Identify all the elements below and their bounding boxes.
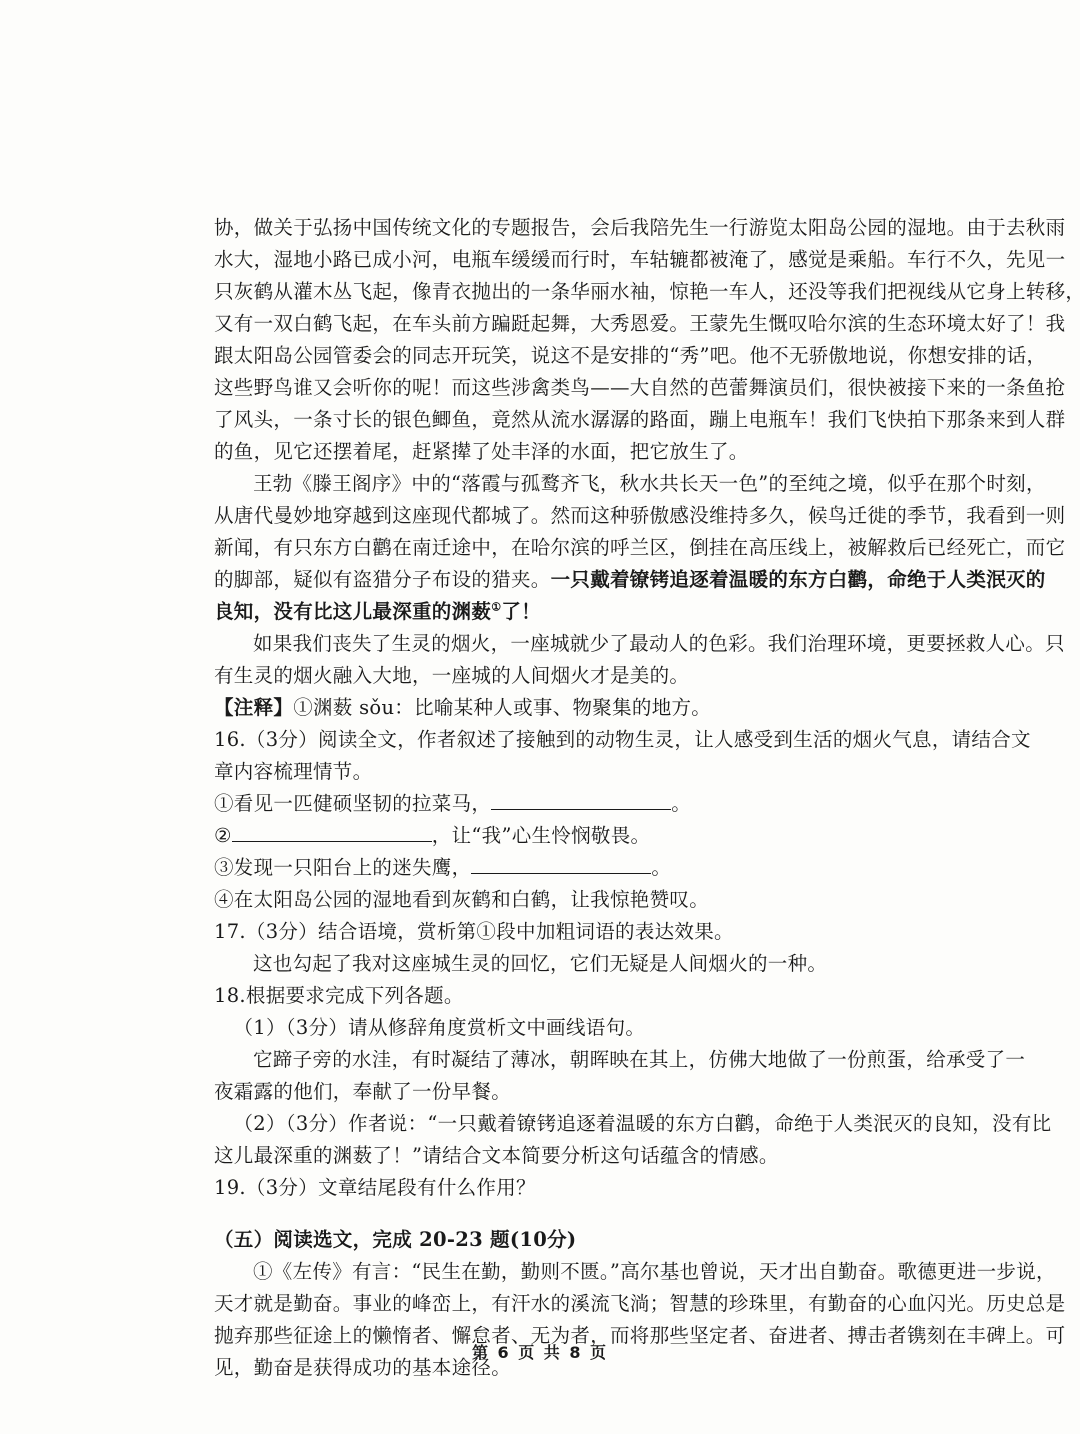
footnote-marker: ① xyxy=(491,600,502,614)
answer-item-1 xyxy=(214,788,920,820)
question-17 xyxy=(214,916,920,980)
text-line: 了风头，一条寸长的银色鲫鱼，竟然从流水潺潺的路面，蹦上电瓶车！我们飞快拍下那条来到人群 xyxy=(214,408,1066,431)
question-16 xyxy=(214,724,1031,916)
text-line: 只灰鹤从灌木丛飞起，像青衣抛出的一条华丽水袖，惊艳一车人，还没等我们把视线从它身上转移， xyxy=(214,280,1085,303)
text-line: 协，做关于弘扬中国传统文化的专题报告，会后我陪先生一行游览太阳岛公园的湿地。由于去秋雨 xyxy=(214,216,1066,239)
text-line: 水大，湿地小路已成小河，电瓶车缓缓而行时，车轱辘都被淹了，感觉是乘船。车行不久，先见一 xyxy=(214,248,1066,271)
item-text: ③发现一只阳台上的迷失鹰， xyxy=(214,856,472,879)
text-span: 的脚部，疑似有盗猎分子布设的猎夹。 xyxy=(214,568,551,591)
bold-sentence: 一只戴着镣铐追逐着温暖的东方白鹳，命绝于人类泯灭的 xyxy=(550,568,1046,591)
bold-sentence-line xyxy=(214,596,920,628)
bold-sentence: 良知，没有比这儿最深重的渊薮 xyxy=(214,600,492,623)
sub-question-2-cont: 这儿最深重的渊薮了！”请结合文本简要分析这句话蕴含的情感。 xyxy=(214,1144,779,1167)
quoted-sentence: 这也勾起了我对这座城生灵的回忆，它们无疑是人间烟火的一种。 xyxy=(253,952,828,975)
bold-sentence: 了！ xyxy=(501,600,541,623)
answer-item-3 xyxy=(214,852,920,884)
answer-blank[interactable] xyxy=(471,853,651,874)
text-line: 抛弃那些征途上的懒惰者、懈怠者、无为者，而将那些坚定者、奋进者、搏击者镌刻在丰碑上。可 xyxy=(214,1324,1066,1347)
text-line: 从唐代曼妙地穿越到这座现代都城了。然而这种骄傲感没维持多久，候鸟迁徙的季节，我看到一则 xyxy=(214,504,1066,527)
passage-paragraph-2 xyxy=(214,468,1066,628)
question-text: 17.（3分）结合语境，赏析第①段中加粗词语的表达效果。 xyxy=(214,920,734,943)
text-line: 这些野鸟谁又会听你的呢！而这些涉禽类鸟——大自然的芭蕾舞演员们，很快被接下来的一条鱼抢 xyxy=(214,376,1066,399)
quoted-sentence: 它蹄子旁的水洼，有时凝结了薄冰，朝晖映在其上，仿佛大地做了一份煎蛋，给承受了一 xyxy=(253,1048,1026,1071)
text-line: 新闻，有只东方白鹳在南迁途中，在哈尔滨的呼兰区，倒挂在高压线上，被解救后已经死亡，而它 xyxy=(214,536,1066,559)
text-line: 天才就是勤奋。事业的峰峦上，有汗水的溪流飞淌；智慧的珍珠里，有勤奋的心血闪光。历史总是 xyxy=(214,1292,1066,1315)
answer-item-4: ④在太阳岛公园的湿地看到灰鹤和白鹤，让我惊艳赞叹。 xyxy=(214,888,710,911)
text-line: 如果我们丧失了生灵的烟火，一座城就少了最动人的色彩。我们治理环境，更要拯救人心。只 xyxy=(253,632,1065,655)
section-heading: （五）阅读选文，完成 20-23 题(10分) xyxy=(214,1228,577,1251)
answer-blank[interactable] xyxy=(232,821,432,842)
text-line: ①《左传》有言：“民生在勤，勤则不匮。”高尔基也曾说，天才出自勤奋。歌德更进一步说， xyxy=(253,1260,1056,1283)
question-19: 19.（3分）文章结尾段有什么作用？ xyxy=(214,1176,536,1199)
note-text: ①渊薮 sǒu：比喻某种人或事、物聚集的地方。 xyxy=(293,696,712,719)
text-line: 见，勤奋是获得成功的基本途径。 xyxy=(214,1356,512,1379)
question-text: 章内容梳理情节。 xyxy=(214,760,373,783)
page-content xyxy=(214,212,1085,1384)
answer-blank[interactable] xyxy=(491,789,671,810)
text-line: 又有一双白鹤飞起，在车头前方蹁跹起舞，大秀恩爱。王蒙先生慨叹哈尔滨的生态环境太好了！我 xyxy=(214,312,1066,335)
answer-item-2 xyxy=(214,820,920,852)
text-line: 有生灵的烟火融入大地，一座城的人间烟火才是美的。 xyxy=(214,664,690,687)
text-line: 王勃《滕王阁序》中的“落霞与孤鹜齐飞，秋水共长天一色”的至纯之境，似乎在那个时刻， xyxy=(253,472,1046,495)
quoted-sentence: 夜霜露的他们，奉献了一份早餐。 xyxy=(214,1080,512,1103)
text-line: 跟太阳岛公园管委会的同志开玩笑，说这不是安排的“秀”吧。他不无骄傲地说，你想安排的话， xyxy=(214,344,1047,367)
sub-question-1: （1）（3分）请从修辞角度赏析文中画线语句。 xyxy=(233,1016,646,1039)
passage-paragraph-3 xyxy=(214,628,1065,692)
page-number: 第 6 页 共 8 页 xyxy=(471,1343,609,1362)
item-text: ，让“我”心生怜悯敬畏。 xyxy=(431,824,651,847)
question-text: 18.根据要求完成下列各题。 xyxy=(214,984,464,1007)
question-18 xyxy=(214,980,1052,1172)
note-label: 【注释】 xyxy=(214,696,294,719)
item-text: 。 xyxy=(651,856,672,879)
text-line: 的鱼，见它还摆着尾，赶紧撵了处丰泽的水面，把它放生了。 xyxy=(214,440,749,463)
item-text: 。 xyxy=(671,792,692,815)
spacer xyxy=(214,1204,920,1224)
passage-paragraph-1 xyxy=(214,212,1085,468)
item-text: ② xyxy=(214,824,232,847)
text-line xyxy=(214,564,1046,596)
item-text: ①看见一匹健硕坚韧的拉菜马， xyxy=(214,792,492,815)
sub-question-2: （2）（3分）作者说：“一只戴着镣铐追逐着温暖的东方白鹳，命绝于人类泯灭的良知，没有比 xyxy=(233,1112,1052,1135)
annotation-note xyxy=(214,692,920,724)
question-text: 16.（3分）阅读全文，作者叙述了接触到的动物生灵，让人感受到生活的烟火气息，请结合文 xyxy=(214,728,1031,751)
